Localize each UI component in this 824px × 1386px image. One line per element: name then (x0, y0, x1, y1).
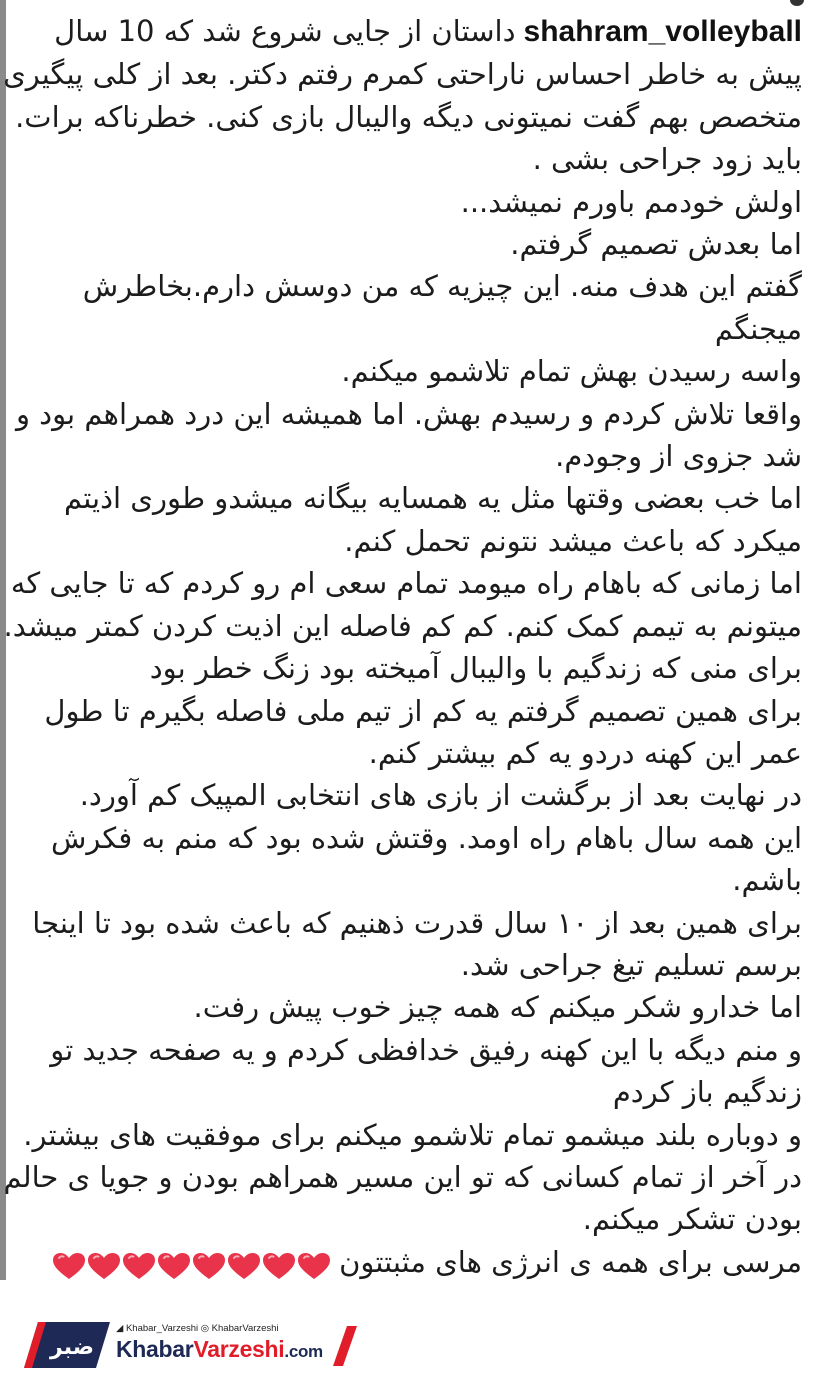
brand-tld: .com (284, 1342, 323, 1361)
brand-part-2: Varzeshi (193, 1336, 285, 1362)
caption-line: گفتم این هدف منه. این چیزیه که من دوسش دارم.بخاطرش (82, 269, 802, 304)
caption-line: باشم. (732, 863, 802, 898)
khabarvarzeshi-logo-icon (24, 1322, 110, 1368)
caption-line-last (24, 1241, 802, 1285)
caption-line: زندگیم باز کردم (612, 1075, 802, 1110)
username-link[interactable]: shahram_volleyball (523, 15, 802, 48)
caption-line-1 (24, 10, 802, 53)
heart-icon (297, 1252, 331, 1280)
caption-line: بودن تشکر میکنم. (582, 1202, 802, 1237)
caption-line: میکرد که باعث میشد نتونم تحمل کنم. (344, 523, 802, 558)
heart-icon (52, 1252, 86, 1280)
watermark-social-handles: ◢ Khabar_Varzeshi ◎ KhabarVarzeshi (116, 1323, 279, 1334)
caption-line: اما خدارو شکر میکنم که همه چیز خوب پیش رفت. (193, 990, 802, 1025)
heart-icon (122, 1252, 156, 1280)
caption-line: اما خب بعضی وقتها مثل یه همسایه بیگانه میشدو طوری اذیتم (64, 481, 802, 516)
caption-line: میجنگم (714, 311, 802, 346)
caption-line: شد جزوی از وجودم. (555, 439, 802, 474)
caption-line: برای همین بعد از ۱۰ سال قدرت ذهنیم که باعث شده بود تا اینجا (32, 905, 802, 940)
caption-line: واقعا تلاش کردم و رسیدم بهش. اما همیشه این درد همراهم بود و (15, 396, 802, 431)
caption-line: اولش خودمم باورم نمیشد... (460, 184, 802, 219)
caption-line: متخصص بهم گفت نمیتونی دیگه والیبال بازی کنی. خطرناکه برات. (15, 99, 802, 134)
caption-line: اما زمانی که باهام راه میومد تمام سعی ام رو کردم که تا جایی که (10, 566, 802, 601)
caption-line: در نهایت بعد از برگشت از بازی های انتخابی المپیک کم آورد. (79, 778, 802, 813)
caption-line: این همه سال باهام راه اومد. وقتش شده بود که منم به فکرش (50, 820, 802, 855)
caption-line: واسه رسیدن بهش تمام تلاشمو میکنم. (341, 354, 802, 389)
caption-text: مرسی برای همه ی انرژی های مثبتتون (339, 1244, 802, 1279)
caption-line: برای منی که زندگیم با والیبال آمیخته بود زنگ خطر بود (149, 651, 802, 686)
caption-line: باید زود جراحی بشی . (532, 142, 802, 177)
caption-line: در آخر از تمام کسانی که تو این مسیر همراهم بودن و جویا ی حالم (3, 1159, 802, 1194)
logo-glyph: ضبر (50, 1335, 94, 1360)
caption-line: و منم دیگه با این کهنه رفیق خدافظی کردم و یه صفحه جدید تو (50, 1032, 802, 1067)
caption-line: برای همین تصمیم گرفتم یه کم از تیم ملی فاصله بگیرم تا طول (44, 693, 802, 728)
heart-icon (262, 1252, 296, 1280)
heart-icon (227, 1252, 261, 1280)
hearts-emoji-row (51, 1243, 331, 1285)
post-caption (3, 10, 802, 1285)
heart-icon (192, 1252, 226, 1280)
heart-icon (157, 1252, 191, 1280)
caption-line: و دوباره بلند میشمو تمام تلاشمو میکنم برای موفقیت های بیشتر. (23, 1117, 802, 1152)
caption-line: پیش به خاطر احساس ناراحتی کمرم رفتم دکتر. بعد از کلی پیگیری (3, 57, 802, 92)
watermark-slash-icon (333, 1326, 357, 1366)
caption-text: داستان از جایی شروع شد که 10 سال (54, 14, 516, 48)
brand-part-1: Khabar (116, 1336, 194, 1362)
caption-line: اما بعدش تصمیم گرفتم. (510, 227, 802, 262)
khabarvarzeshi-watermark (18, 1322, 358, 1368)
caption-line: برسم تسلیم تیغ جراحی شد. (460, 947, 802, 982)
caption-line: میتونم به تیمم کمک کنم. کم کم فاصله این اذیت کردن کمتر میشد. (3, 608, 802, 643)
heart-icon (87, 1252, 121, 1280)
avatar-edge (790, 0, 804, 6)
watermark-site-name (116, 1336, 323, 1363)
caption-line: عمر این کهنه دردو یه کم بیشتر کنم. (368, 735, 802, 770)
